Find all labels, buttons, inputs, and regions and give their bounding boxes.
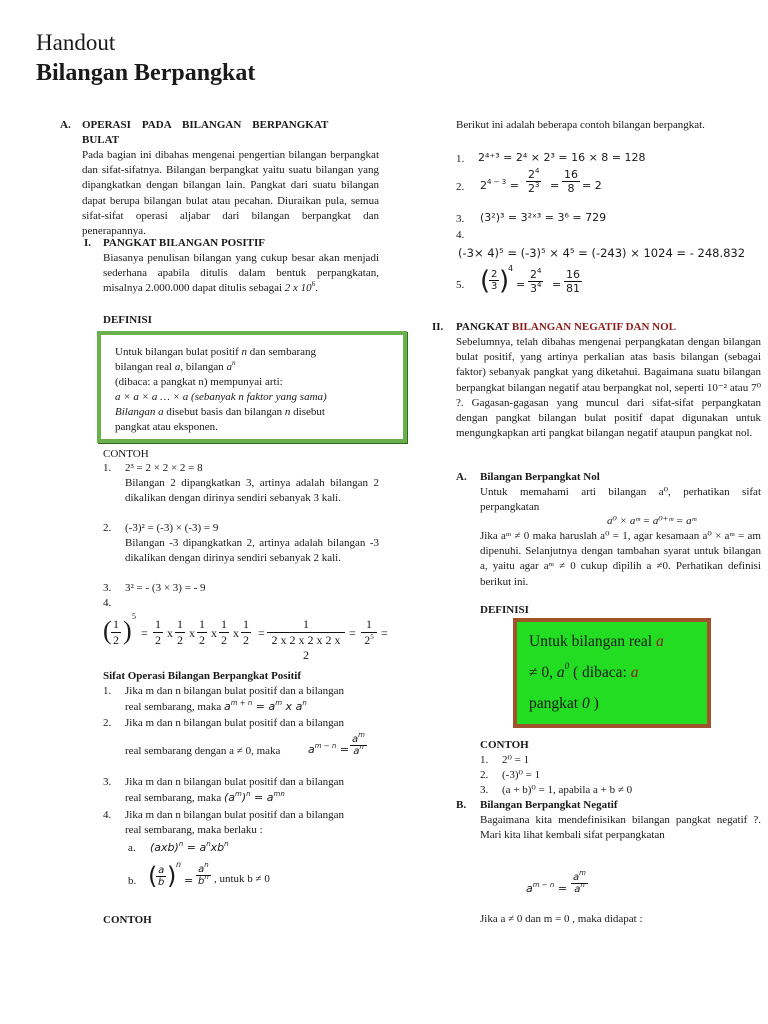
r-ex-2: $2^{4 - 3}$ = $\frac{2^4}{2^3}$ = $\frac{16}{8}$ = 2 bbox=[480, 167, 602, 195]
sifat-4-text: Jika m dan n bilangan bulat positif dan a bilangan real sembarang, maka berlaku : bbox=[125, 809, 345, 837]
r-ex-5: ( $\frac{2}{3}$ ) 4 = $\frac{2^4}{3^4}$ = $\frac{16}{81}$ bbox=[480, 264, 580, 296]
contoh-bottom-label: CONTOH bbox=[103, 914, 152, 926]
c-list-3: (a + b)⁰ = 1, apabila a + b ≠ 0 bbox=[502, 784, 633, 796]
def2-line3: pangkat 0 ) bbox=[529, 695, 599, 712]
sub-b-paragraph: Bagaimana kita mendefinisikan bilangan pangkat negatif ?. Mari kita lihat kembali sifat perpangkatan bbox=[480, 814, 761, 842]
sifat-4a-label: a. bbox=[128, 842, 136, 854]
document-title: Bilangan Berpangkat bbox=[36, 60, 256, 86]
c-list-1: 2⁰ = 1 bbox=[502, 754, 530, 766]
section-a-letter: A. bbox=[60, 119, 71, 131]
r-ex-3-num: 3. bbox=[456, 213, 465, 225]
sifat-2-text: Jika m dan n bilangan bulat positif dan a bilangan bbox=[125, 717, 345, 729]
example-1-eq: 2³ = 2 × 2 × 2 = 8 bbox=[125, 462, 203, 474]
sub-a-num: A. bbox=[456, 471, 467, 483]
section-a-title-2: BULAT bbox=[82, 134, 120, 146]
section-i-num: I. bbox=[84, 237, 92, 249]
sifat-2-text-2: real sembarang dengan a ≠ 0, maka bbox=[125, 745, 281, 757]
def2-line1: Untuk bilangan real a bbox=[529, 633, 664, 650]
example-2-desc: Bilangan -3 dipangkatkan 2, artinya adalah bilangan -3 dikalikan dengan dirinya sendiri sebanyak 2 kali. bbox=[125, 537, 379, 565]
section-ii-title: PANGKAT BILANGAN NEGATIF DAN NOL bbox=[456, 321, 677, 333]
r-ex-2-num: 2. bbox=[456, 181, 465, 193]
sub-a-title: Bilangan Berpangkat Nol bbox=[480, 471, 600, 483]
sub-b-formula: $a^{m - n}$ = $\frac{a^m}{a^n}$ bbox=[526, 869, 586, 895]
sifat-3-num: 3. bbox=[103, 776, 112, 788]
definition-text: Untuk bilangan bulat positif n dan sembarang bilangan real a, bilangan $a^n$ (dibaca: a pangkat n) mempunyai arti: a × a × a … × a (sebanyak n faktor yang sama) Bilangan a disebut basis dan bilangan n disebut pangkat atau eksponen. bbox=[115, 346, 327, 433]
section-i-paragraph: Biasanya penulisan bilangan yang cukup besar akan menjadi sederhana apabila ditulis dalam bentuk perpangkatan, misalnya 2.000.000 dapat ditulis sebagai 2 x $10^6$. bbox=[103, 252, 379, 295]
section-i-title: PANGKAT BILANGAN POSITIF bbox=[103, 237, 265, 249]
example-2-num: 2. bbox=[103, 522, 112, 534]
c-list-2: (-3)⁰ = 1 bbox=[502, 769, 541, 781]
sifat-4-num: 4. bbox=[103, 809, 112, 821]
sub-b-title: Bilangan Berpangkat Negatif bbox=[480, 799, 618, 811]
sifat-3-formula: $(a^m)^n = a^{mn}$ bbox=[223, 790, 285, 805]
r-ex-4-num: 4. bbox=[456, 229, 465, 241]
section-a-title: OPERASI PADA BILANGAN BERPANGKAT bbox=[82, 119, 329, 131]
sifat-2-num: 2. bbox=[103, 717, 112, 729]
c-list-3-num: 3. bbox=[480, 784, 489, 796]
section-ii-paragraph: Sebelumnya, telah dibahas mengenai perpangkatan dengan bilangan bulat positif, yang artinya perkalian atas basis bilangan (sebagai faktor) sebanyak pangkat yang diketahui. Bagaimana suatu bilangan berpangkat bilangan negatif atau berpangkat nol, seperti 10⁻² atau 7⁰ ?. Gagasan-gagasan yang muncul dari sifat-sifat perpangkatan dengan pangkat bilangan bulat positif dapat digunakan untuk mengungkapkan arti pangkat bilangan negatif ataupun pangkat nol. bbox=[456, 336, 761, 440]
r-ex-3: (3²)³ = 3²ˣ³ = 3⁶ = 729 bbox=[480, 211, 607, 224]
section-ii-num: II. bbox=[432, 321, 444, 333]
example-4-equation: ( $\frac{1}{2}$ ) 5 = $\frac{1}{2}$ x $\frac{1}{2}$ x $\frac{1}{2}$ x $\frac{1}{2}$ x $\frac{1}{2}$ = $\frac{1}{2 x 2 x 2 x 2 x 2}$ = $\frac{1}{2^5}$ = bbox=[103, 612, 388, 662]
definition-box-zero bbox=[513, 618, 711, 728]
def2-line2: ≠ 0, $a^0$ ( dibaca: a bbox=[529, 661, 639, 681]
sub-a-p1: Untuk memahami arti bilangan a⁰, perhatikan sifat perpangkatan bbox=[480, 486, 761, 514]
definisi-label-2: DEFINISI bbox=[480, 604, 529, 616]
r-ex-5-num: 5. bbox=[456, 279, 465, 291]
example-1-num: 1. bbox=[103, 462, 112, 474]
contoh-label-2: CONTOH bbox=[480, 739, 529, 751]
example-3-eq: 3² = - (3 × 3) = - 9 bbox=[125, 582, 206, 594]
example-4-num: 4. bbox=[103, 597, 112, 609]
section-a-paragraph: Pada bagian ini dibahas mengenai pengertian bilangan berpangkat dan sifat-sifatnya. Bilangan berpangkat yaitu suatu bilangan yang dipangkatkan dengan bilangan lain. Pangkat dari suatu bilangan dapat berupa bilangan bulat atau pecahan. Diuraikan pula, semua sifat-sifat operasi aljabar dari bilangan berpangkat dan penerapannya. bbox=[82, 149, 379, 238]
sifat-1-text: Jika m dan n bilangan bulat positif dan a bilangan real sembarang, maka $a^{m + n} = a^m$ x $a^n$ bbox=[125, 685, 345, 714]
definisi-label: DEFINISI bbox=[103, 314, 152, 326]
r-ex-1: 2⁴⁺³ = 2⁴ × 2³ = 16 × 8 = 128 bbox=[478, 151, 646, 164]
document-subtitle: Handout bbox=[36, 30, 116, 55]
example-3-num: 3. bbox=[103, 582, 112, 594]
right-intro: Berikut ini adalah beberapa contoh bilangan berpangkat. bbox=[456, 119, 705, 131]
sub-a-p2: Jika aᵐ ≠ 0 maka haruslah a⁰ = 1, agar kesamaan a⁰ × aᵐ = am dipenuhi. Selanjutnya dengan tambahan syarat untuk bilangan a, yaitu agar aᵐ ≠ 0 cukup dipilih a ≠0. Perhatikan definisi berikut ini. bbox=[480, 530, 761, 588]
r-ex-4: (-3× 4)⁵ = (-3)⁵ × 4⁵ = (-243) × 1024 = - 248.832 bbox=[458, 246, 746, 260]
c-list-2-num: 2. bbox=[480, 769, 489, 781]
example-2-eq: (-3)² = (-3) × (-3) = 9 bbox=[125, 522, 219, 534]
contoh-label: CONTOH bbox=[103, 448, 149, 460]
example-1-desc: Bilangan 2 dipangkatkan 3, artinya adalah bilangan 2 dikalikan dengan dirinya sendiri sebanyak 3 kali. bbox=[125, 477, 379, 505]
sub-a-eq: a⁰ × aᵐ = a⁰⁺ᵐ = aᵐ bbox=[607, 515, 697, 527]
definition-box-positive bbox=[97, 331, 407, 443]
sifat-4b-label: b. bbox=[128, 875, 137, 887]
sifat-1-num: 1. bbox=[103, 685, 112, 697]
c-list-1-num: 1. bbox=[480, 754, 489, 766]
sifat-4a-formula: $(axb)^n = a^nxb^n$ bbox=[150, 840, 229, 854]
r-ex-1-num: 1. bbox=[456, 153, 465, 165]
sifat-4b-formula: ( $\frac{a}{b}$ ) n = $\frac{a^n}{b^n}$ , untuk b ≠ 0 bbox=[148, 860, 270, 890]
sub-b-num: B. bbox=[456, 799, 467, 811]
sifat-3-text: Jika m dan n bilangan bulat positif dan a bilangan real sembarang, maka $(a^m)^n = a^{mn}$ bbox=[125, 776, 345, 805]
sifat-title: Sifat Operasi Bilangan Berpangkat Positif bbox=[103, 670, 302, 682]
sifat-1-formula: $a^{m + n} = a^m$ x $a^n$ bbox=[223, 699, 307, 714]
sub-b-last: Jika a ≠ 0 dan m = 0 , maka didapat : bbox=[480, 913, 643, 925]
